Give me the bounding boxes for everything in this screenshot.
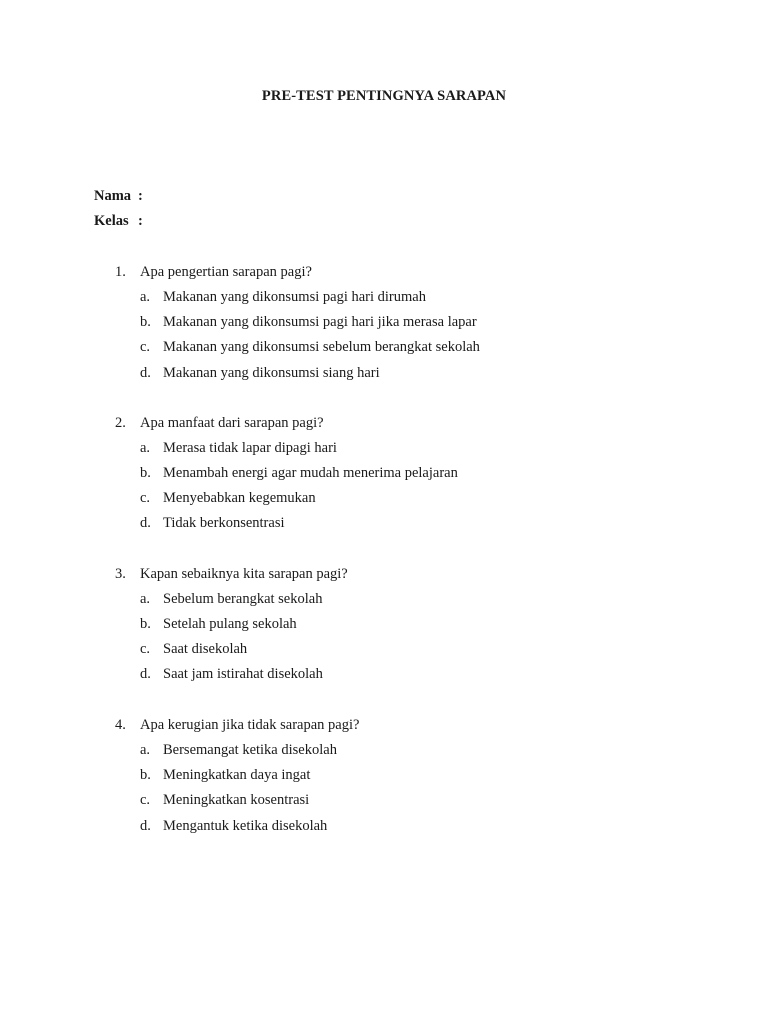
name-label: Nama [94,188,132,204]
option-letter: d. [140,365,151,381]
question-text: Apa manfaat dari sarapan pagi? [140,415,324,431]
option-letter: d. [140,515,151,531]
option-text: Sebelum berangkat sekolah [163,591,323,607]
option-text: Makanan yang dikonsumsi siang hari [163,365,380,381]
question-text: Apa pengertian sarapan pagi? [140,264,312,280]
option-letter: d. [140,818,151,834]
question-number: 2. [115,415,126,431]
question-number: 1. [115,264,126,280]
question-text: Kapan sebaiknya kita sarapan pagi? [140,566,348,582]
option-letter: a. [140,742,151,758]
document-title: PRE-TEST PENTINGNYA SARAPAN [261,88,507,104]
option-letter: a. [140,440,151,456]
option-letter: c. [140,490,151,506]
option-letter: d. [140,666,151,682]
option-letter: b. [140,616,151,632]
option-text: Meningkatkan daya ingat [163,767,311,783]
question-text: Apa kerugian jika tidak sarapan pagi? [140,717,360,733]
option-text: Merasa tidak lapar dipagi hari [163,440,337,456]
name-field [94,186,143,206]
question-number: 4. [115,717,126,733]
option-letter: c. [140,339,151,355]
class-field [94,211,143,231]
option-letter: b. [140,465,151,481]
option-letter: a. [140,289,151,305]
name-colon: : [138,188,143,204]
class-label: Kelas [94,213,129,229]
option-text: Bersemangat ketika disekolah [163,742,337,758]
option-text: Makanan yang dikonsumsi pagi hari dirumah [163,289,426,305]
question-number: 3. [115,566,126,582]
option-text: Saat disekolah [163,641,248,657]
option-letter: b. [140,314,151,330]
option-text: Menyebabkan kegemukan [163,490,316,506]
class-colon: : [138,213,143,229]
option-letter: a. [140,591,151,607]
option-text: Mengantuk ketika disekolah [163,818,328,834]
option-text: Menambah energi agar mudah menerima pelajaran [163,465,458,481]
option-letter: c. [140,641,151,657]
option-text: Tidak berkonsentrasi [163,515,285,531]
option-text: Setelah pulang sekolah [163,616,297,632]
option-text: Makanan yang dikonsumsi sebelum berangkat sekolah [163,339,480,355]
option-text: Saat jam istirahat disekolah [163,666,323,682]
option-letter: b. [140,767,151,783]
option-letter: c. [140,792,151,808]
option-text: Meningkatkan kosentrasi [163,792,310,808]
option-text: Makanan yang dikonsumsi pagi hari jika merasa lapar [163,314,477,330]
